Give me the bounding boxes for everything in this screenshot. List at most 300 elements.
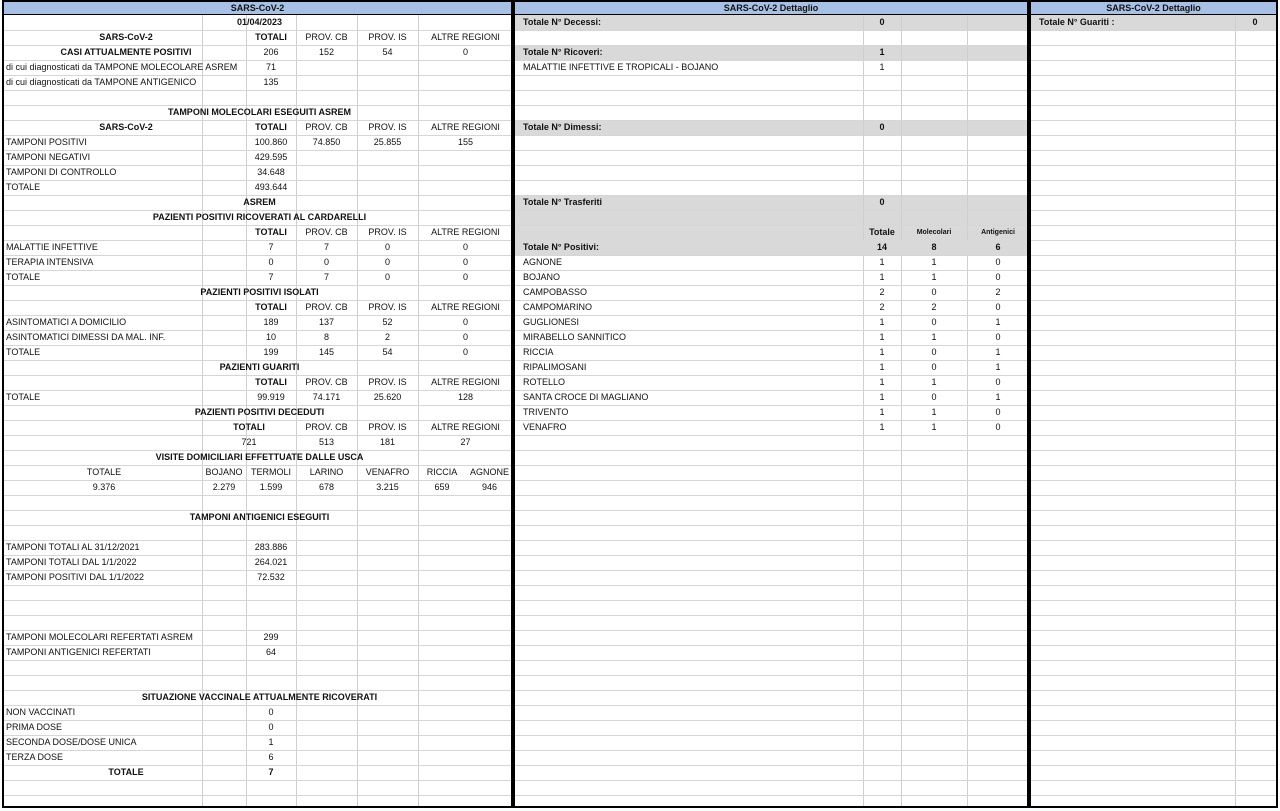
grid-hline [1031,450,1276,451]
col-altre-regioni [418,180,513,195]
col-prov-is [357,150,418,165]
col-totali: 34.648 [257,167,285,177]
deceduti-col-altre: ALTRE REGIONI [431,422,500,432]
guariti-total-label: Totale N° Guariti : [1039,17,1115,27]
col-totali: TOTALI [255,377,287,387]
grid-hline [4,615,511,616]
col-prov-cb: PROV. CB [305,122,348,132]
col-prov-cb: 152 [318,47,335,57]
grid-hline [515,165,1027,166]
grid-hline [1031,615,1276,616]
col-altre-regioni: 0 [462,332,468,342]
vaccinale-row-value: 0 [268,707,274,717]
grid-hline [1031,585,1276,586]
dimessi-label: Totale N° Dimessi: [523,122,602,132]
comune-molecolari: 0 [931,392,937,402]
grid-hline [515,150,1027,151]
panel-main-sheet [4,15,511,806]
vaccinale-row-label: TERZA DOSE [6,752,64,762]
grid-hline [1031,285,1276,286]
vaccinale-row-label: PRIMA DOSE [6,722,63,732]
grid-hline [1031,315,1276,316]
grid-hline [515,705,1027,706]
col-totali: 7 [268,242,274,252]
usca-col: TERMOLI [250,467,291,477]
grid-hline [4,675,511,676]
col-altre-regioni: 0 [462,242,468,252]
col-prov-is: 2 [384,332,390,342]
col-prov-cb: 7 [323,272,329,282]
grid-hline [1031,150,1276,151]
grid-hline [1031,420,1276,421]
comune-totale: 2 [879,302,885,312]
ricoverati-title: PAZIENTI POSITIVI RICOVERATI AL CARDARELLI [152,212,367,222]
usca-value: 3.215 [376,482,399,492]
grid-hline [4,660,511,661]
deceduti-prov-cb: 513 [318,437,335,447]
comune-totale: 1 [879,272,885,282]
positivi-molecolari: 8 [931,242,937,252]
col-prov-is: PROV. IS [368,377,407,387]
comune-molecolari: 0 [931,317,937,327]
grid-hline [1031,645,1276,646]
comune-antigenici: 0 [995,302,1001,312]
comune-name: RICCIA [523,347,554,357]
grid-hline [4,795,511,796]
grid-hline [515,480,1027,481]
guariti-title: PAZIENTI GUARITI [219,362,300,372]
grid-hline [515,780,1027,781]
col-altre-regioni: ALTRE REGIONI [431,227,500,237]
grid-hline [1031,705,1276,706]
col-prov-is [357,165,418,180]
antigenici-row-value: 72.532 [257,572,285,582]
grid-hline [4,780,511,781]
grid-hline [515,735,1027,736]
comune-totale: 1 [879,317,885,327]
grid-hline [515,570,1027,571]
col-prov-cb [296,165,357,180]
col-prov-is: 54 [382,347,393,357]
grid-hline [4,525,511,526]
grid-hline [4,585,511,586]
grid-hline [1031,180,1276,181]
vaccinale-total-label: TOTALE [108,767,144,777]
ricoveri-row-value: 1 [879,62,885,72]
comune-totale: 1 [879,347,885,357]
grid-hline [1031,240,1276,241]
deceduti-title: PAZIENTI POSITIVI DECEDUTI [194,407,325,417]
grid-hline [1031,195,1276,196]
grid-hline [1031,210,1276,211]
vaccinale-row-value: 1 [268,737,274,747]
grid-hline [515,660,1027,661]
positivi-antigenici: 6 [995,242,1001,252]
grid-hline [1031,300,1276,301]
report-date: 01/04/2023 [236,17,283,27]
col-altre-regioni: 0 [462,257,468,267]
comune-name: SANTA CROCE DI MAGLIANO [523,392,649,402]
col-prov-cb [296,180,357,195]
comune-molecolari: 1 [931,407,937,417]
positivi-col-totale: Totale [869,227,895,237]
usca-value: 2.279 [212,482,236,492]
col-altre-regioni: 0 [462,317,468,327]
comune-antigenici: 0 [995,377,1001,387]
col-prov-cb: 0 [323,257,329,267]
comune-totale: 1 [879,407,885,417]
antigenici-title: TAMPONI ANTIGENICI ESEGUITI [189,512,330,522]
col-prov-cb: 8 [323,332,329,342]
guariti-row-label: TOTALE [6,392,41,402]
col-altre-regioni: ALTRE REGIONI [431,122,500,132]
col-totali: 206 [263,47,279,57]
comune-antigenici: 0 [995,422,1001,432]
deceduti-prov-is: 181 [379,437,396,447]
grid-hline [1031,120,1276,121]
col-prov-cb: 74.171 [312,392,341,402]
vaccinale-row-label: SECONDA DOSE/DOSE UNICA [6,737,137,747]
col-prov-is: 0 [384,242,390,252]
isolati-row-label: ASINTOMATICI DIMESSI DA MAL. INF. [6,332,166,342]
grid-hline [515,180,1027,181]
grid-hline [515,600,1027,601]
ricoveri-row-label: MALATTIE INFETTIVE E TROPICALI - BOJANO [523,62,719,72]
col-altre-regioni [418,165,513,180]
grid-hline [1031,510,1276,511]
comune-molecolari: 1 [931,422,937,432]
grid-hline [1031,720,1276,721]
vaccinale-total-value: 7 [268,767,274,777]
antigenici-row-label: TAMPONI POSITIVI DAL 1/1/2022 [6,572,145,582]
ricoverati-row-label: TOTALE [6,272,41,282]
usca-col: VENAFRO [365,467,410,477]
grid-hline [515,510,1027,511]
grid-hline [1031,765,1276,766]
guariti-total-value: 0 [1252,17,1258,27]
grid-hline [1031,660,1276,661]
vaccinale-row-label: NON VACCINATI [6,707,76,717]
grid-hline [515,750,1027,751]
grid-hline [4,600,511,601]
col-altre-regioni: 0 [462,47,468,57]
comune-molecolari: 0 [931,362,937,372]
grid-hline [1031,405,1276,406]
grid-hline [515,75,1027,76]
col-prov-is: PROV. IS [368,122,407,132]
col-altre-regioni: 155 [457,137,474,147]
comune-name: CAMPOBASSO [523,287,588,297]
casi-attualmente-positivi-label: CASI ATTUALMENTE POSITIVI [60,47,192,57]
decessi-label: Totale N° Decessi: [523,17,601,27]
grid-vline [1235,15,1236,806]
col-prov-is: 54 [382,47,393,57]
refertati-label: TAMPONI ANTIGENICI REFERTATI [6,647,151,657]
comune-antigenici: 0 [995,257,1001,267]
grid-hline [1031,795,1276,796]
comune-antigenici: 1 [995,347,1001,357]
comune-antigenici: 2 [995,287,1001,297]
comune-antigenici: 1 [995,392,1001,402]
comune-antigenici: 0 [995,332,1001,342]
comune-molecolari: 1 [931,332,937,342]
col-totali: TOTALI [255,122,287,132]
comune-name: RIPALIMOSANI [523,362,587,372]
grid-hline [515,720,1027,721]
grid-hline [515,690,1027,691]
comune-totale: 1 [879,392,885,402]
vaccinale-row-value: 6 [268,752,274,762]
grid-hline [515,795,1027,796]
col-prov-is: PROV. IS [368,302,407,312]
grid-hline [515,555,1027,556]
col-prov-is: PROV. IS [368,227,407,237]
col-totali: 100.860 [254,137,288,147]
grid-hline [515,105,1027,106]
usca-col: LARINO [309,467,344,477]
dimessi-value: 0 [879,122,885,132]
deceduti-col-totali: TOTALI [233,422,265,432]
grid-hline [1031,555,1276,556]
usca-col: TOTALE [86,467,122,477]
comune-name: ROTELLO [523,377,566,387]
grid-hline [1031,135,1276,136]
col-altre-regioni: 0 [462,272,468,282]
comune-name: AGNONE [523,257,563,267]
casi-sub-value: 71 [265,62,276,72]
grid-hline [1031,675,1276,676]
panel-guariti [1029,0,1278,808]
usca-value: 659 [434,482,450,492]
grid-hline [1031,345,1276,346]
grid-hline [1031,90,1276,91]
col-totali: TOTALI [255,227,287,237]
grid-hline [515,450,1027,451]
grid-hline [1031,540,1276,541]
panel-detail [513,0,1029,808]
antigenici-row-value: 283.886 [254,542,288,552]
molecolari-row-label: TAMPONI NEGATIVI [6,152,91,162]
tamponi-molecolari-title: TAMPONI MOLECOLARI ESEGUITI ASREM [167,107,351,117]
grid-hline [515,630,1027,631]
panel-main-header: SARS-CoV-2 [4,2,511,15]
grid-hline [4,495,511,496]
trasferiti-value: 0 [879,197,885,207]
grid-hline [515,540,1027,541]
decessi-value: 0 [879,17,885,27]
casi-sub-label: di cui diagnosticati da TAMPONE MOLECOLARE ASREM [6,62,238,72]
panel-detail-header: SARS-CoV-2 Dettaglio [515,2,1027,15]
comune-name: CAMPOMARINO [523,302,593,312]
usca-value: 678 [318,482,335,492]
comune-antigenici: 0 [995,407,1001,417]
grid-hline [1031,270,1276,271]
vaccinale-title: SITUAZIONE VACCINALE ATTUALMENTE RICOVERATI [141,692,378,702]
panel-guariti-header: SARS-CoV-2 Dettaglio [1031,2,1276,15]
col-totali: 7 [268,272,274,282]
col-totali: 189 [263,317,279,327]
grid-hline [515,585,1027,586]
usca-col: AGNONE [469,467,509,477]
shaded-row [515,210,1029,225]
deceduti-col-prov-cb: PROV. CB [305,422,348,432]
col-altre-regioni: 0 [462,347,468,357]
comune-totale: 1 [879,377,885,387]
refertati-label: TAMPONI MOLECOLARI REFERTATI ASREM [6,632,193,642]
grid-hline [515,525,1027,526]
grid-hline [1031,480,1276,481]
grid-hline [515,465,1027,466]
ricoveri-label: Totale N° Ricoveri: [523,47,603,57]
grid-hline [1031,75,1276,76]
isolati-title: PAZIENTI POSITIVI ISOLATI [200,287,319,297]
grid-hline [1031,735,1276,736]
usca-value: 1.599 [259,482,283,492]
usca-title: VISITE DOMICILIARI EFFETTUATE DALLE USCA [155,452,364,462]
comune-molecolari: 2 [931,302,937,312]
ricoverati-row-label: TERAPIA INTENSIVA [6,257,94,267]
col-totali: 199 [263,347,279,357]
comune-antigenici: 0 [995,272,1001,282]
col-altre-regioni: 128 [457,392,474,402]
deceduti-altre: 27 [460,437,471,447]
grid-hline [515,90,1027,91]
comune-molecolari: 1 [931,272,937,282]
grid-hline [1031,600,1276,601]
col-totali: 99.919 [257,392,285,402]
ricoveri-value: 1 [879,47,885,57]
col-prov-cb: 137 [318,317,335,327]
col-altre-regioni: ALTRE REGIONI [431,377,500,387]
casi-sub-value: 135 [263,77,279,87]
col-prov-cb: PROV. CB [305,302,348,312]
positivi-col-antigenici: Antigenici [981,229,1015,236]
panel-guariti-sheet [1031,15,1276,806]
col-totali: TOTALI [255,32,287,42]
col-altre-regioni: ALTRE REGIONI [431,302,500,312]
grid-hline [1031,375,1276,376]
grid-hline [515,675,1027,676]
ricoverati-row-label: MALATTIE INFETTIVE [6,242,98,252]
antigenici-row-label: TAMPONI TOTALI AL 31/12/2021 [6,542,140,552]
col-totali: TOTALI [255,302,287,312]
grid-hline [515,765,1027,766]
col-prov-cb [296,150,357,165]
comune-totale: 1 [879,257,885,267]
col-prov-is: PROV. IS [368,32,407,42]
grid-hline [515,135,1027,136]
positivi-col-molecolari: Molecolari [916,229,952,236]
grid-hline [515,30,1027,31]
col-prov-cb: 74.850 [312,137,341,147]
positivi-label: Totale N° Positivi: [523,242,599,252]
usca-col: RICCIA [426,467,458,477]
grid-hline [515,210,1027,211]
refertati-value: 299 [263,632,279,642]
col-prov-cb: PROV. CB [305,32,348,42]
grid-hline [1031,255,1276,256]
col-altre-regioni: ALTRE REGIONI [431,32,500,42]
molecolari-row-label: TOTALE [6,182,41,192]
grid-hline [1031,690,1276,691]
usca-value: 9.376 [92,482,116,492]
panel-detail-sheet [515,15,1027,806]
grid-hline [4,90,511,91]
col-prov-cb: PROV. CB [305,377,348,387]
comune-molecolari: 0 [931,287,937,297]
grid-hline [515,645,1027,646]
comune-antigenici: 1 [995,317,1001,327]
comune-name: VENAFRO [523,422,567,432]
col-altre-regioni [418,150,513,165]
grid-hline [515,615,1027,616]
panel-main [2,0,513,808]
deceduti-col-prov-is: PROV. IS [368,422,407,432]
col-prov-is: 25.855 [373,137,402,147]
isolati-row-label: TOTALE [6,347,41,357]
col-totali: 493.644 [254,182,288,192]
col-totali: 10 [265,332,276,342]
col-totali: 429.595 [254,152,288,162]
antigenici-row-value: 264.021 [254,557,288,567]
comune-name: GUGLIONESI [523,317,580,327]
deceduti-totali: 721 [241,437,257,447]
col-prov-is: 0 [384,257,390,267]
refertati-value: 64 [265,647,276,657]
comune-molecolari: 0 [931,347,937,357]
col-prov-cb: PROV. CB [305,227,348,237]
grid-hline [1031,465,1276,466]
comune-name: TRIVENTO [523,407,569,417]
grid-hline [1031,435,1276,436]
usca-col: BOJANO [205,467,243,477]
grid-hline [1031,330,1276,331]
grid-hline [1031,780,1276,781]
casi-col-title: SARS-CoV-2 [99,32,153,42]
antigenici-row-label: TAMPONI TOTALI DAL 1/1/2022 [6,557,137,567]
vaccinale-row-value: 0 [268,722,274,732]
molecolari-col-title: SARS-CoV-2 [99,122,153,132]
asrem-label: ASREM [243,197,276,207]
comune-name: MIRABELLO SANNITICO [523,332,627,342]
casi-sub-label: di cui diagnosticati da TAMPONE ANTIGENICO [6,77,197,87]
grid-hline [1031,225,1276,226]
grid-hline [1031,30,1276,31]
grid-hline [515,435,1027,436]
comune-totale: 2 [879,287,885,297]
col-prov-is [357,180,418,195]
molecolari-row-label: TAMPONI DI CONTROLLO [6,167,117,177]
grid-hline [1031,525,1276,526]
positivi-totale: 14 [876,242,887,252]
isolati-row-label: ASINTOMATICI A DOMICILIO [6,317,127,327]
grid-hline [1031,750,1276,751]
trasferiti-label: Totale N° Trasferiti [523,197,602,207]
grid-hline [1031,570,1276,571]
comune-molecolari: 1 [931,377,937,387]
comune-antigenici: 1 [995,362,1001,372]
grid-hline [1031,45,1276,46]
col-prov-is: 52 [382,317,393,327]
grid-hline [1031,495,1276,496]
grid-hline [515,495,1027,496]
grid-hline [1031,630,1276,631]
col-prov-cb: 145 [318,347,335,357]
grid-hline [1031,105,1276,106]
grid-hline [1031,360,1276,361]
usca-value: 946 [481,482,498,492]
col-prov-cb: 7 [323,242,329,252]
